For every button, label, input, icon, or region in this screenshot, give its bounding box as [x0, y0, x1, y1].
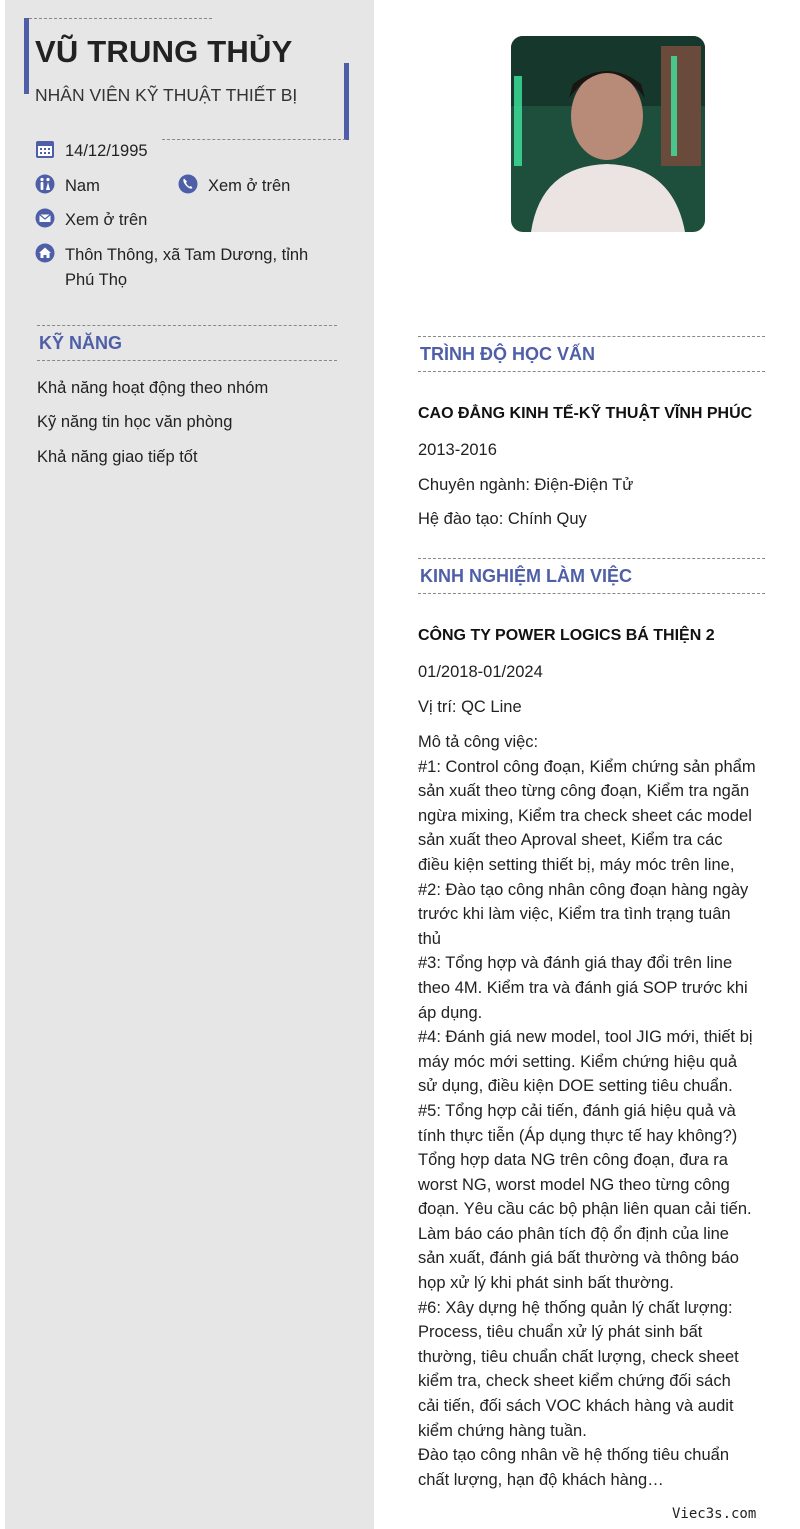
description-line: áp dụng.: [418, 1003, 483, 1022]
education-mode: Hệ đào tạo: Chính Quy: [418, 510, 587, 528]
education-period: 2013-2016: [418, 441, 497, 459]
description-line: đoạn. Yêu cầu các bộ phận liên quan cải tiến.: [418, 1200, 752, 1219]
description-line: #4: Đánh giá new model, tool JIG mới, thiết bị: [418, 1028, 753, 1047]
avatar: [511, 36, 705, 232]
divider: [24, 18, 212, 19]
home-icon: [35, 243, 55, 263]
email-icon: [35, 208, 55, 228]
description-line: Tổng hợp data NG trên công đoạn, đưa ra: [418, 1151, 728, 1170]
description-line: kiểm chứng hàng tuần.: [418, 1421, 587, 1440]
description-line: máy móc mới setting. Kiểm chứng hiệu quả: [418, 1052, 738, 1071]
description-line: Làm báo cáo phân tích độ ổn định của line: [418, 1224, 729, 1243]
description-line: kiểm tra, check sheet kiểm chứng đối sách: [418, 1372, 731, 1391]
phone-icon: [178, 174, 198, 194]
description-line: thường, tiêu chuẩn chất lượng, check sheet: [418, 1347, 739, 1366]
description-line: worst NG, worst model NG theo từng công: [418, 1175, 730, 1194]
calendar-icon: [35, 139, 55, 159]
gender: Nam: [65, 177, 100, 195]
gender-icon: [35, 174, 55, 194]
phone: Xem ở trên: [208, 177, 291, 195]
description-line: #2: Đào tạo công nhân công đoạn hàng ngày: [418, 880, 749, 899]
description-line: Mô tả công việc:: [418, 733, 539, 751]
profile-photo: [511, 36, 705, 232]
skill-item: Khả năng hoạt động theo nhóm: [37, 379, 269, 397]
description-line: #1: Control công đoạn, Kiểm chứng sản phẩm: [418, 757, 756, 776]
description-line: trước khi làm việc, Kiểm tra tình trạng tuân: [418, 905, 731, 924]
accent-bar: [24, 18, 29, 94]
school-name: CAO ĐẲNG KINH TẾ-KỸ THUẬT VĨNH PHÚC: [418, 405, 753, 422]
name-block: [24, 18, 349, 140]
divider: [162, 139, 346, 140]
description-line: ngừa mixing, Kiểm tra check sheet các model: [418, 806, 752, 825]
job-description: [418, 730, 768, 1492]
description-line: #6: Xây dựng hệ thống quản lý chất lượng:: [418, 1298, 733, 1317]
description-line: sản xuất theo Aproval sheet, Kiểm tra các: [418, 831, 723, 850]
description-line: tính thực tiễn (Áp dụng thực tế hay không?): [418, 1126, 738, 1145]
education-heading: TRÌNH ĐỘ HỌC VẤN: [418, 336, 765, 372]
description-line: thủ: [418, 929, 441, 948]
description-line: #5: Tổng hợp cải tiến, đánh giá hiệu quả và: [418, 1101, 736, 1120]
email: Xem ở trên: [65, 211, 148, 229]
skill-item: Khả năng giao tiếp tốt: [37, 448, 198, 466]
birthday: 14/12/1995: [65, 142, 148, 160]
description-line: Đào tạo công nhân về hệ thống tiêu chuẩn: [418, 1446, 729, 1465]
accent-bar: [344, 63, 349, 140]
experience-position: Vị trí: QC Line: [418, 698, 522, 716]
description-line: chất lượng, hạn độ khách hàng…: [418, 1470, 664, 1489]
experience-period: 01/2018-01/2024: [418, 663, 543, 681]
address: [65, 243, 308, 293]
job-title: NHÂN VIÊN KỸ THUẬT THIẾT BỊ: [35, 85, 298, 105]
description-line: Process, tiêu chuẩn xử lý phát sinh bất: [418, 1323, 703, 1342]
sidebar: [5, 0, 374, 1529]
education-major: Chuyên ngành: Điện-Điện Tử: [418, 476, 634, 494]
watermark: Viec3s.com: [672, 1506, 757, 1522]
experience-heading: KINH NGHIỆM LÀM VIỆC: [418, 558, 765, 594]
description-line: họp xử lý khi phát sinh bất thường.: [418, 1274, 674, 1293]
description-line: cải tiến, đối sách VOC khách hàng và audit: [418, 1397, 734, 1416]
description-line: #3: Tổng hợp và đánh giá thay đổi trên line: [418, 954, 733, 973]
description-line: sản xuất theo từng công đoạn, Kiểm tra ngăn: [418, 782, 750, 801]
company-name: CÔNG TY POWER LOGICS BÁ THIỆN 2: [418, 627, 715, 644]
description-line: sử dụng, điều kiện DOE setting tiêu chuẩn.: [418, 1077, 733, 1096]
description-line: điều kiện setting thiết bị, máy móc trên line,: [418, 855, 735, 874]
address-line: Thôn Thông, xã Tam Dương, tỉnh: [65, 246, 309, 264]
candidate-name: VŨ TRUNG THỦY: [35, 34, 293, 69]
skills-heading: KỸ NĂNG: [37, 325, 337, 361]
address-line: Phú Thọ: [65, 271, 128, 289]
description-line: sản xuất, đánh giá bất thường và thông báo: [418, 1249, 739, 1268]
description-line: theo 4M. Kiểm tra và đánh giá SOP trước khi: [418, 978, 748, 997]
skill-item: Kỹ năng tin học văn phòng: [37, 413, 233, 431]
